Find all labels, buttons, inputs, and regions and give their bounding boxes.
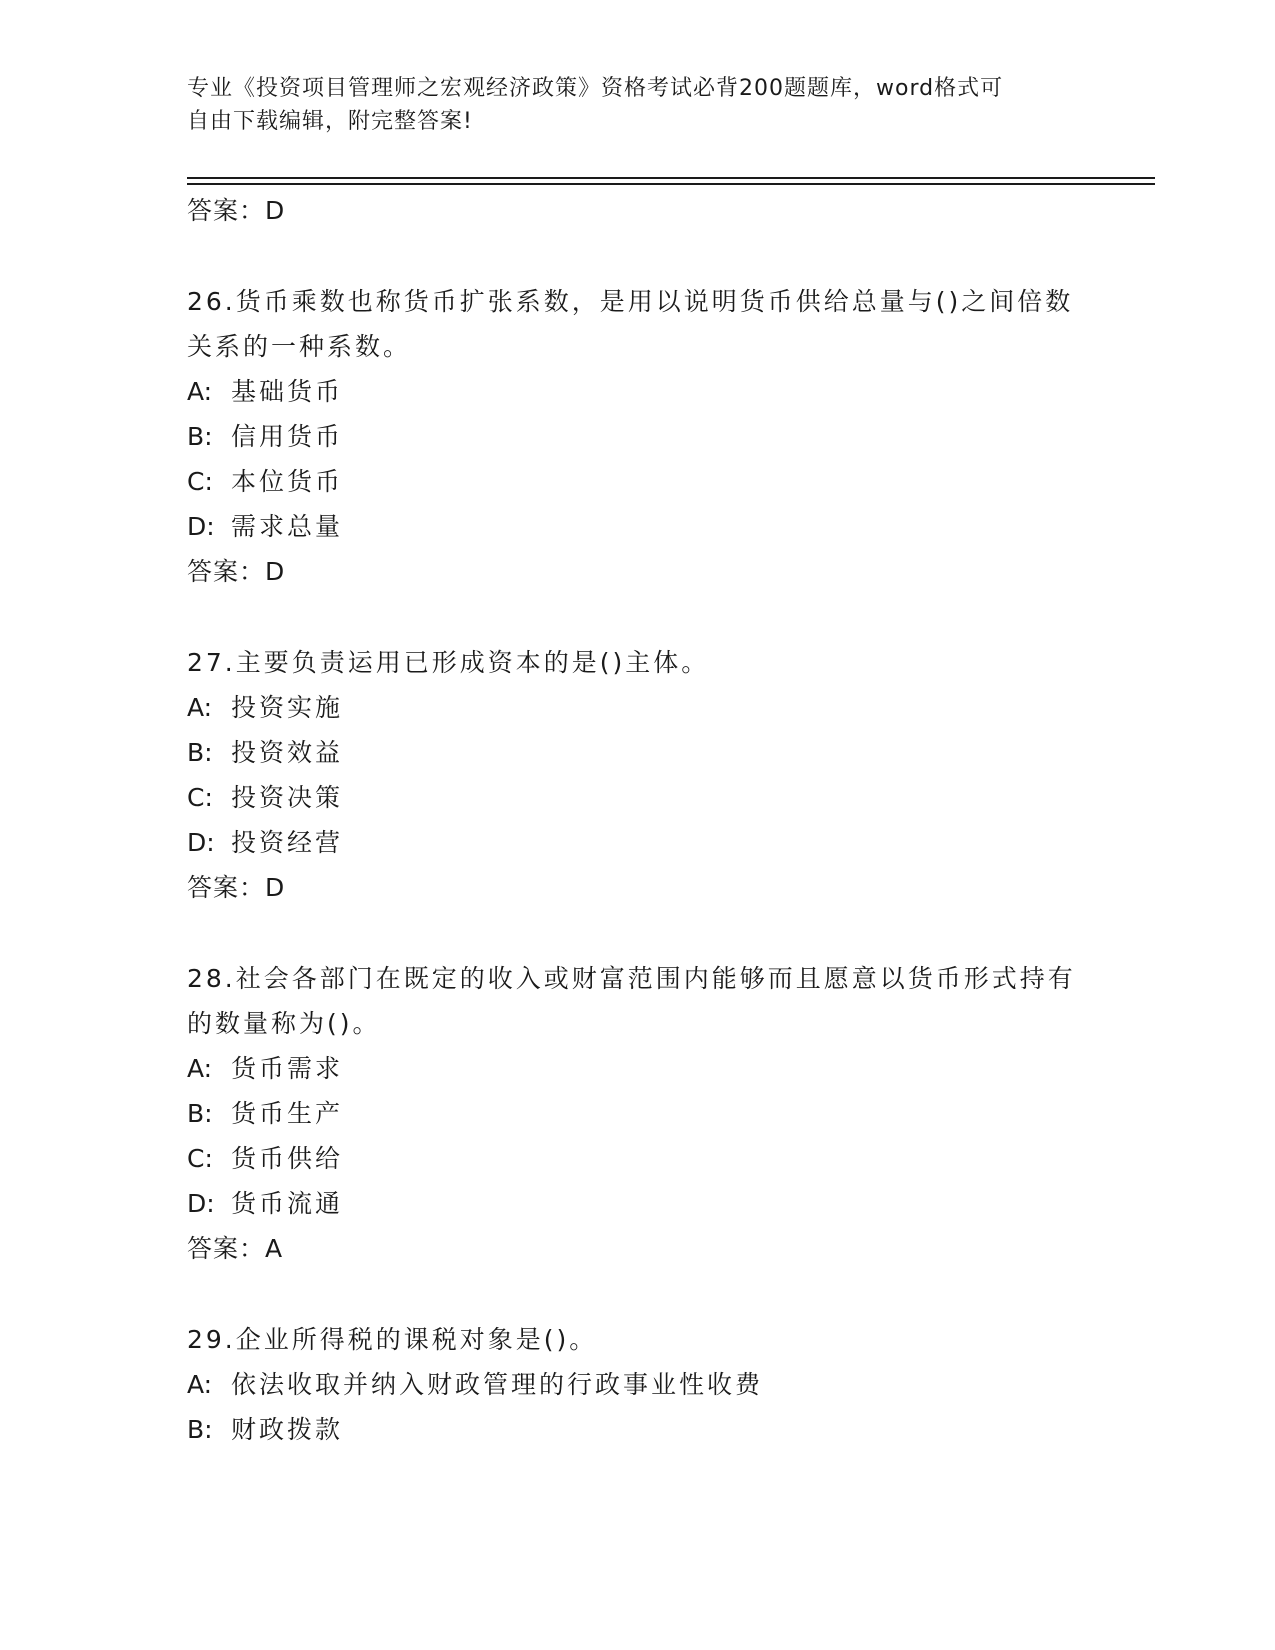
header-line-1: 专业《投资项目管理师之宏观经济政策》资格考试必背200题题库，word格式可 — [187, 76, 1004, 101]
option-c — [187, 459, 1087, 504]
option-label: C: — [187, 1144, 213, 1173]
question-item — [187, 956, 1087, 1272]
question-text: 28.社会各部门在既定的收入或财富范围内能够而且愿意以货币形式持有的数量称为()。 — [187, 964, 1076, 1038]
option-label: B: — [187, 738, 213, 767]
option-text: 投资经营 — [231, 828, 344, 857]
option-label: D: — [187, 512, 215, 541]
option-b — [187, 1407, 1087, 1452]
question-item — [187, 640, 1087, 911]
option-d — [187, 820, 1087, 865]
header-line-2: 自由下载编辑，附完整答案! — [187, 109, 473, 134]
option-c — [187, 775, 1087, 820]
option-text: 信用货币 — [231, 422, 344, 451]
answer-line: 答案：D — [187, 557, 286, 586]
question-list — [187, 188, 1087, 1452]
option-text: 财政拨款 — [231, 1415, 344, 1444]
option-label: A: — [187, 693, 213, 722]
option-label: C: — [187, 467, 213, 496]
answer-line: 答案：D — [187, 196, 286, 225]
answer-line: 答案：D — [187, 873, 286, 902]
option-label: B: — [187, 1415, 213, 1444]
option-text: 货币需求 — [231, 1054, 344, 1083]
option-text: 投资决策 — [231, 783, 344, 812]
option-text: 投资实施 — [231, 693, 344, 722]
question-item — [187, 279, 1087, 595]
option-text: 基础货币 — [231, 377, 344, 406]
option-a — [187, 369, 1087, 414]
option-label: B: — [187, 1099, 213, 1128]
option-text: 货币流通 — [231, 1189, 344, 1218]
option-text: 本位货币 — [231, 467, 344, 496]
option-c — [187, 1136, 1087, 1181]
option-a — [187, 1362, 1087, 1407]
header-divider-top — [187, 177, 1155, 179]
question-text: 27.主要负责运用已形成资本的是()主体。 — [187, 648, 710, 677]
option-text: 依法收取并纳入财政管理的行政事业性收费 — [231, 1370, 764, 1399]
option-text: 投资效益 — [231, 738, 344, 767]
option-label: A: — [187, 1054, 213, 1083]
option-label: D: — [187, 828, 215, 857]
answer-line: 答案：A — [187, 1234, 284, 1263]
option-label: A: — [187, 377, 213, 406]
option-a — [187, 685, 1087, 730]
option-label: A: — [187, 1370, 213, 1399]
option-d — [187, 504, 1087, 549]
option-text: 货币供给 — [231, 1144, 344, 1173]
question-item — [187, 1317, 1087, 1452]
option-label: C: — [187, 783, 213, 812]
option-label: D: — [187, 1189, 215, 1218]
question-text: 26.货币乘数也称货币扩张系数，是用以说明货币供给总量与()之间倍数关系的一种系数。 — [187, 287, 1074, 361]
option-label: B: — [187, 422, 213, 451]
option-b — [187, 730, 1087, 775]
option-text: 货币生产 — [231, 1099, 344, 1128]
option-b — [187, 414, 1087, 459]
question-text: 29.企业所得税的课税对象是()。 — [187, 1325, 598, 1354]
option-a — [187, 1046, 1087, 1091]
option-d — [187, 1181, 1087, 1226]
option-text: 需求总量 — [231, 512, 344, 541]
option-b — [187, 1091, 1087, 1136]
document-header — [187, 72, 1087, 138]
header-divider-bottom — [187, 183, 1155, 185]
